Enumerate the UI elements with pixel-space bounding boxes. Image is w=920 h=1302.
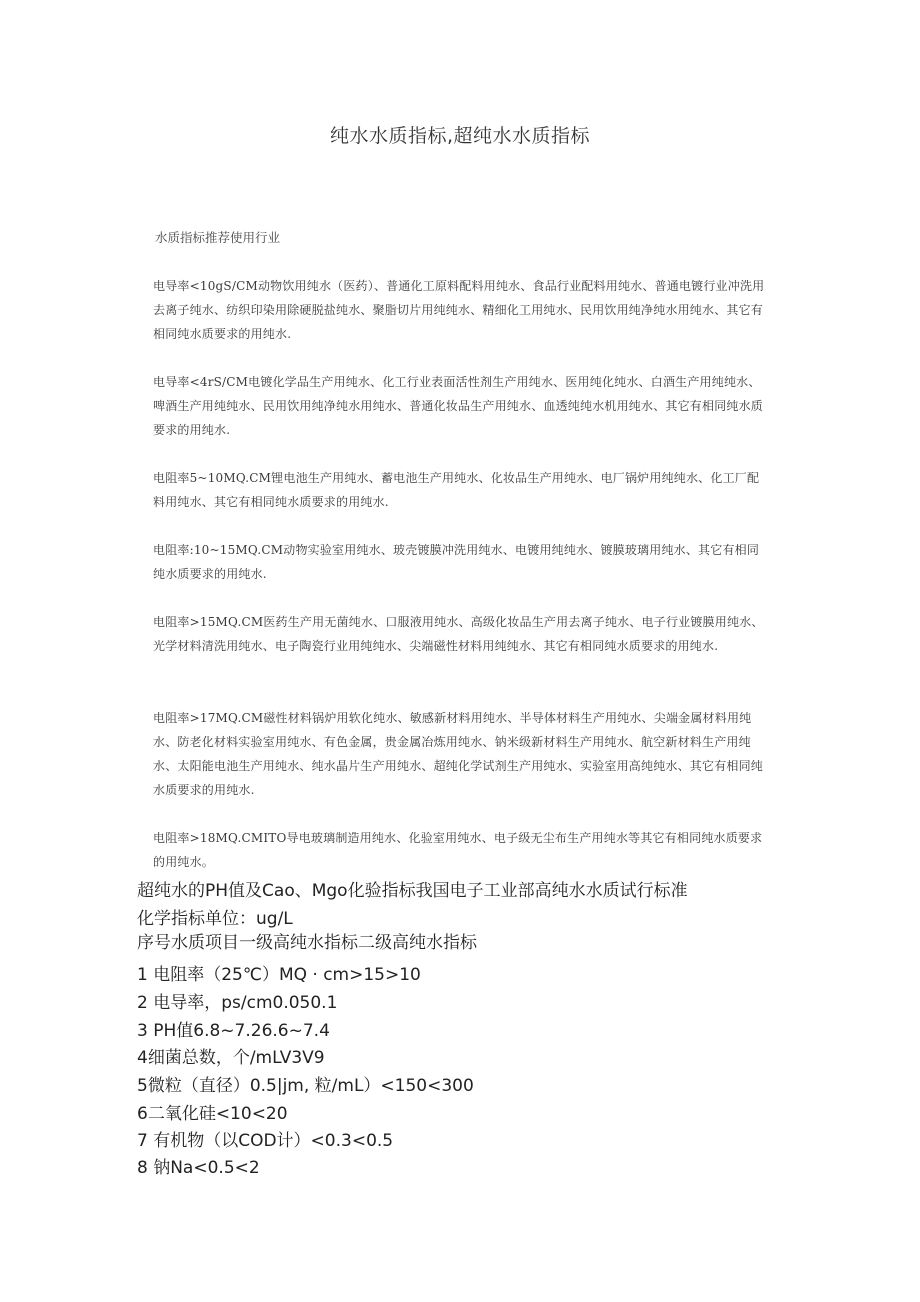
table-row: 5微粒（直径）0.5|jm, 粒/mL）<150<300 [137,1076,474,1096]
paragraph-conductivity-4: 电导率<4rS/CM电镀化学品生产用纯水、化工行业表面活性剂生产用纯水、医用纯化纯水、白酒生产用纯纯水、啤酒生产用纯纯水、民用饮用纯净纯水用纯水、普通化妆品生产用纯水、血透纯纯水机用纯水、其它有相同纯水质要求的用纯水. [153,375,764,437]
paragraph-resistivity-15: 电阻率>15MQ.CM医药生产用无菌纯水、口服液用纯水、高级化妆品生产用去离子纯水、电子行业镀膜用纯水、光学材料清洗用纯水、电子陶瓷行业用纯纯水、尖端磁性材料用纯纯水、其它有相同纯水质要求的用纯水. [153,615,764,653]
section-intro: 水质指标推荐使用行业 [155,230,281,245]
paragraph-resistivity-10-15: 电阻率:10~15MQ.CM动物实验室用纯水、玻壳镀膜冲洗用纯水、电镀用纯纯水、镀膜玻璃用纯水、其它有相同纯水质要求的用纯水. [153,543,760,581]
page-title: 纯水水质指标,超纯水水质指标 [329,125,591,147]
table-row: 2 电导率，ps/cm0.050.1 [137,993,338,1013]
table-row: 7 有机物（以COD计）<0.3<0.5 [137,1131,394,1151]
paragraph-conductivity-10: 电导率<10gS/CM动物饮用纯水（医药）、普通化工原料配料用纯水、食品行业配料用纯水、普通电镀行业冲洗用去离子纯水、纺织印染用除硬脱盐纯水、聚脂切片用纯纯水、精细化工用纯水、民用饮用纯净纯水用纯水、其它有相同纯水质要求的用纯水. [153,279,765,341]
table-row: 4细菌总数，个/mLV3V9 [137,1048,325,1068]
unit-line: 化学指标单位：ug/L [137,909,293,929]
table-row: 6二氧化硅<10<20 [137,1104,288,1124]
standard-heading: 超纯水的PH值及Cao、Mgo化验指标我国电子工业部高纯水水质试行标准 [137,881,688,901]
paragraph-resistivity-18: 电阻率>18MQ.CMITO导电玻璃制造用纯水、化验室用纯水、电子级无尘布生产用纯水等其它有相同纯水质要求的用纯水。 [153,831,763,869]
table-row: 1 电阻率（25℃）MQ · cm>15>10 [137,965,421,985]
paragraph-resistivity-17: 电阻率>17MQ.CM磁性材料锅炉用软化纯水、敏感新材料用纯水、半导体材料生产用纯水、尖端金属材料用纯水、防老化材料实验室用纯水、有色金属，贵金属冶炼用纯水、钠米级新材料生产用纯水、航空新材料生产用纯水、太阳能电池生产用纯水、纯水晶片生产用纯水、超纯化学试剂生产用纯水、实验室用高纯纯水、其它有相同纯水质要求的用纯水. [153,711,764,797]
table-row: 3 PH值6.8~7.26.6~7.4 [137,1021,330,1041]
table-row: 8 钠Na<0.5<2 [137,1158,260,1178]
table-header: 序号水质项目一级高纯水指标二级高纯水指标 [137,933,477,953]
paragraph-resistivity-5-10: 电阻率5~10MQ.CM锂电池生产用纯水、蓄电池生产用纯水、化妆品生产用纯水、电厂锅炉用纯纯水、化工厂配料用纯水、其它有相同纯水质要求的用纯水. [153,471,760,509]
